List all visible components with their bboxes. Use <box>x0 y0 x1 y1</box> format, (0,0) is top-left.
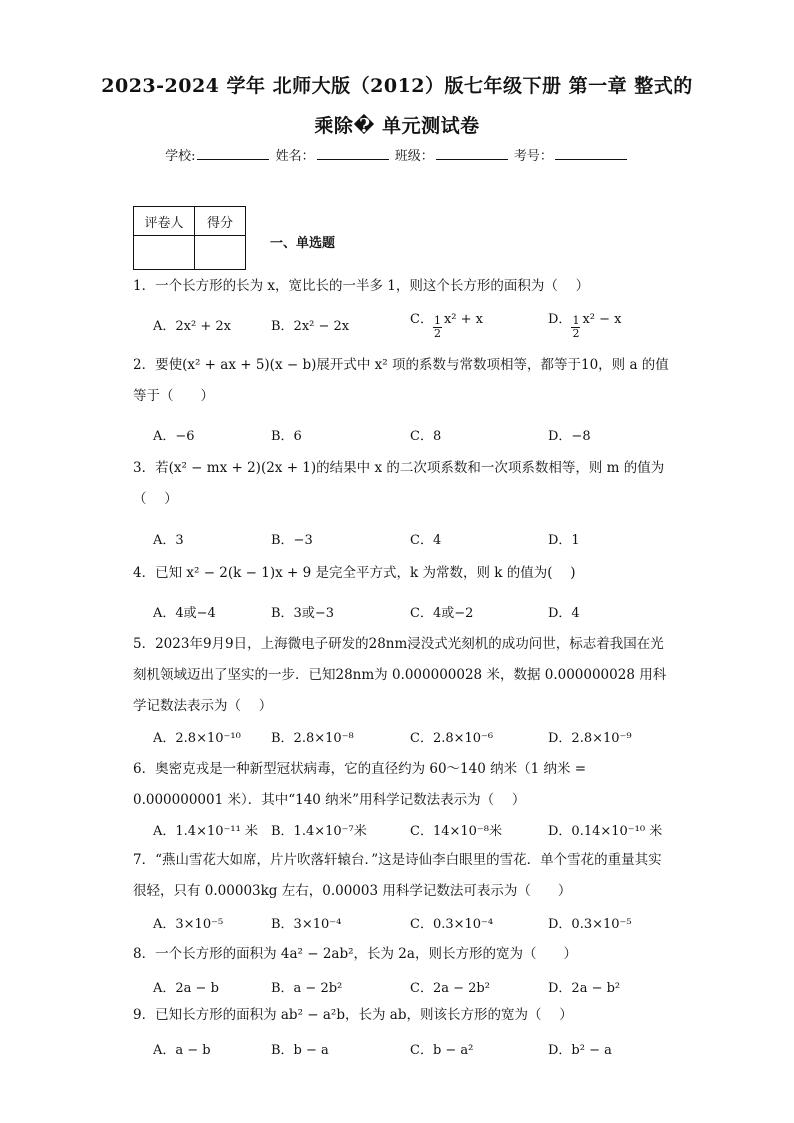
option-b[interactable]: B．2.8×10⁻⁸ <box>271 731 354 746</box>
name-label: 姓名： <box>275 149 315 164</box>
question-3: 3．若(x² − mx + 2)(2x + 1)的结果中 x 的二次项系数和一次项系数相等，则 m 的值为（ ） <box>133 460 665 507</box>
option-c-text: x² + x <box>443 312 483 327</box>
question-2-options <box>153 425 673 447</box>
option-a[interactable]: A．a − b <box>153 1043 211 1058</box>
option-d[interactable]: D．0.14×10⁻¹⁰ 米 <box>548 824 663 839</box>
question-1-options <box>153 312 673 340</box>
option-a[interactable]: A．2x² + 2x <box>153 319 231 334</box>
option-c[interactable]: C．14×10⁻⁸米 <box>410 824 502 839</box>
question-9-options <box>153 1039 673 1061</box>
option-b[interactable]: B．a − 2b² <box>271 981 343 996</box>
question-5: 5．2023年9月9日，上海微电子研发的28nm浸没式光刻机的成功问世，标志着我国在光刻机领域迈出了坚实的一步．已知28nm为 0.000000028 米，数据 0.000000028 用科学记数法表示为（ ） <box>133 636 667 714</box>
question-9: 9．已知长方形的面积为 ab² − a²b，长为 ab，则该长方形的宽为（ ） <box>133 1007 573 1023</box>
option-a[interactable]: A．3 <box>153 533 184 548</box>
option-a[interactable]: A．3×10⁻⁵ <box>153 917 224 932</box>
option-a[interactable]: A．−6 <box>153 429 195 444</box>
question-5-options <box>153 727 673 749</box>
question-8: 8．一个长方形的面积为 4a² − 2ab²，长为 2a，则长方形的宽为（ ） <box>133 946 577 962</box>
class-label: 班级： <box>394 149 434 164</box>
option-d[interactable]: D．b² − a <box>548 1043 612 1058</box>
option-c[interactable]: C．2.8×10⁻⁶ <box>410 731 494 746</box>
option-c[interactable]: C． $\frac{1}{2}$ x² + x <box>410 312 483 340</box>
grader-cell[interactable] <box>134 236 195 270</box>
option-b[interactable]: B．−3 <box>271 533 313 548</box>
option-b[interactable]: B．3×10⁻⁴ <box>271 917 342 932</box>
section-heading: 一、单选题 <box>270 236 336 251</box>
option-c[interactable]: C．0.3×10⁻⁴ <box>410 917 494 932</box>
question-7: 7．“燕山雪花大如席，片片吹落轩辕台．”这是诗仙李白眼里的雪花．单个雪花的重量其实很轻，只有 0.00003kg 左右，0.00003 用科学记数法可表示为（ ） <box>133 852 662 899</box>
question-6-options <box>153 820 673 842</box>
question-4-options <box>153 602 673 624</box>
question-2: 2．要使(x² + ax + 5)(x − b)展开式中 x² 项的系数与常数项相等，都等于10，则 a 的值等于（ ） <box>133 357 669 404</box>
option-d[interactable]: D．4 <box>548 606 580 621</box>
page-title: 2023-2024 学年 北师大版（2012）版七年级下册 第一章 整式的乘除� 单元测试卷 <box>101 75 693 137</box>
option-d[interactable]: D．−8 <box>548 429 591 444</box>
option-a[interactable]: A．2a − b <box>153 981 219 996</box>
option-b[interactable]: B．1.4×10⁻⁷米 <box>271 824 367 839</box>
option-b[interactable]: B．b − a <box>271 1043 329 1058</box>
option-d[interactable]: D．2.8×10⁻⁹ <box>548 731 632 746</box>
question-4: 4．已知 x² − 2(k − 1)x + 9 是完全平方式，k 为常数，则 k 的值为( ) <box>133 565 576 581</box>
fraction: $\frac{1}{2}$ <box>433 314 441 340</box>
option-b[interactable]: B．3或−3 <box>271 606 334 621</box>
option-d[interactable]: D．0.3×10⁻⁵ <box>548 917 632 932</box>
option-d[interactable]: D．2a − b² <box>548 981 621 996</box>
option-d-text: x² − x <box>582 312 622 327</box>
question-3-options <box>153 529 673 551</box>
score-cell[interactable] <box>195 236 246 270</box>
question-6: 6．奥密克戎是一种新型冠状病毒，它的直径约为 60～140 纳米（1 纳米 = 0.000000001 米）．其中“140 纳米”用科学记数法表示为（ ） <box>133 761 587 808</box>
option-c[interactable]: C．4 <box>410 533 442 548</box>
option-d[interactable]: D．1 <box>548 533 580 548</box>
school-field[interactable] <box>197 147 269 160</box>
option-c[interactable]: C．b − a² <box>410 1043 474 1058</box>
question-8-options <box>153 977 673 999</box>
question-7-options <box>153 913 673 935</box>
option-b[interactable]: B．6 <box>271 429 302 444</box>
student-info-line <box>0 145 794 164</box>
exam-no-field[interactable] <box>555 147 627 160</box>
question-1: 1．一个长方形的长为 x，宽比长的一半多 1，则这个长方形的面积为（ ） <box>133 278 590 294</box>
option-b[interactable]: B．2x² − 2x <box>271 319 350 334</box>
name-field[interactable] <box>317 147 389 160</box>
option-a[interactable]: A．1.4×10⁻¹¹ 米 <box>153 824 258 839</box>
option-d[interactable]: D． $\frac{1}{2}$ x² − x <box>548 312 622 340</box>
score-header: 得分 <box>195 207 246 236</box>
class-field[interactable] <box>436 147 508 160</box>
option-c[interactable]: C．8 <box>410 429 442 444</box>
option-c[interactable]: C．2a − 2b² <box>410 981 490 996</box>
option-c[interactable]: C．4或−2 <box>410 606 474 621</box>
option-a[interactable]: A．4或−4 <box>153 606 216 621</box>
grader-header: 评卷人 <box>134 207 195 236</box>
score-table <box>133 206 246 270</box>
exam-no-label: 考号： <box>513 149 553 164</box>
fraction: $\frac{1}{2}$ <box>572 314 580 340</box>
school-label: 学校: <box>165 149 196 164</box>
option-a[interactable]: A．2.8×10⁻¹⁰ <box>153 731 241 746</box>
